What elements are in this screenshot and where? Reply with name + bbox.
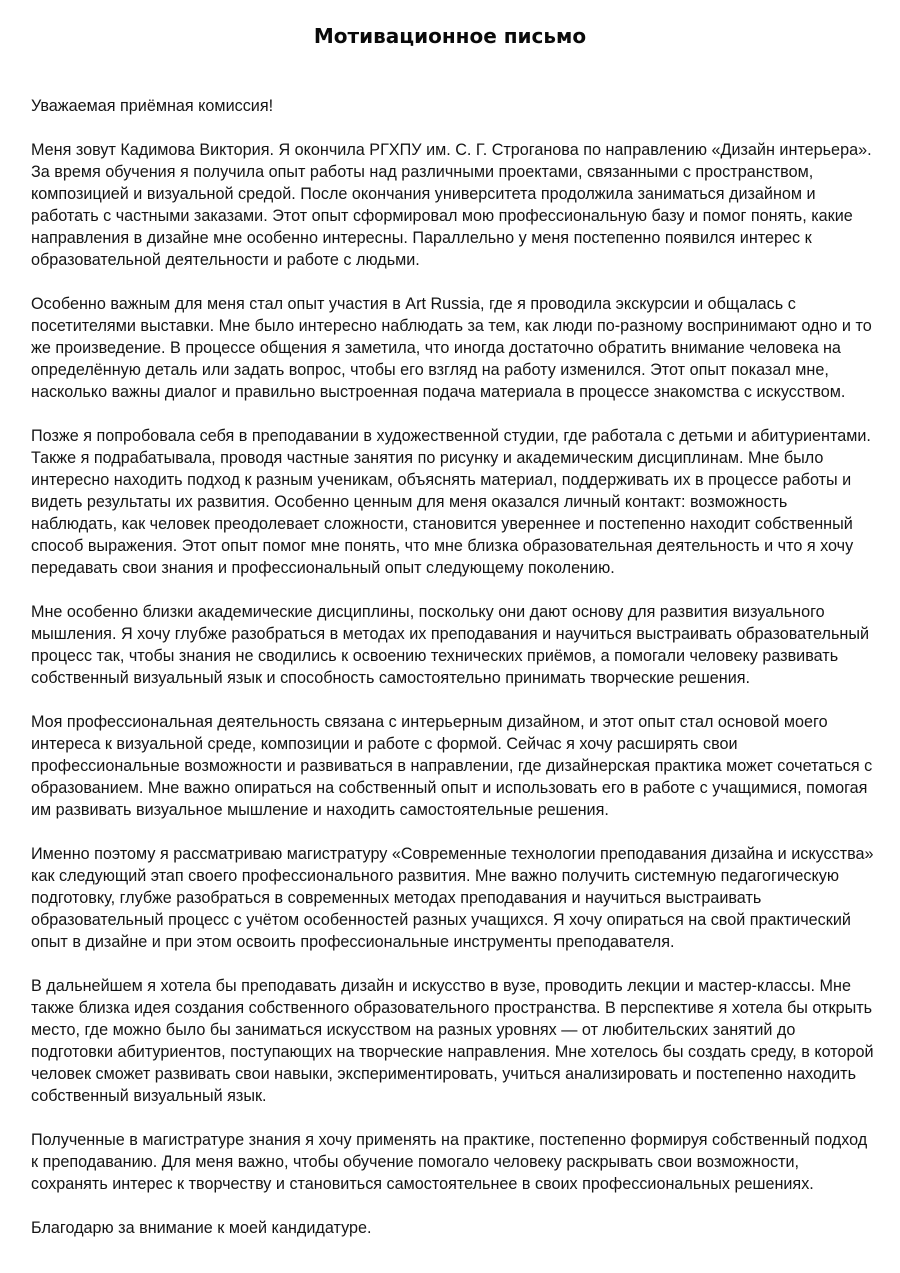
- paragraph-1: Меня зовут Кадимова Виктория. Я окончила РГХПУ им. С. Г. Строганова по направлению «Дизайн интерьера». За время обучения я получила опыт работы над различными проектами, связанными с пространством, композицией и визуальной средой. После окончания университета продолжила заниматься дизайном и работать с частными заказами. Этот опыт сформировал мою профессиональную базу и помог понять, какие направления в дизайне мне особенно интересны. Параллельно у меня постепенно появился интерес к образовательной деятельности и работе с людьми.: [31, 141, 872, 269]
- paragraph-7: В дальнейшем я хотела бы преподавать дизайн и искусство в вузе, проводить лекции и мастер-классы. Мне также близка идея создания собственного образовательного пространства. В перспективе я хотела бы открыть место, где можно было бы заниматься искусством на разных уровнях — от любительских занятий до подготовки абитуриентов, поступающих на творческие направления. Мне хотелось бы создать среду, в которой человек сможет развивать свои навыки, экспериментировать, учиться анализировать и постепенно находить собственный визуальный язык.: [31, 977, 874, 1105]
- paragraph-6: Именно поэтому я рассматриваю магистратуру «Современные технологии преподавания дизайна и искусства» как следующий этап своего профессионального развития. Мне важно получить системную педагогическую подготовку, глубже разобраться в современных методах преподавания и научиться выстраивать образовательный процесс с учётом особенностей разных учащихся. Я хочу опираться на свой практический опыт в дизайне и при этом освоить профессиональные инструменты преподавателя.: [31, 845, 874, 951]
- document-title: Мотивационное письмо: [313, 24, 587, 48]
- paragraph-3: Позже я попробовала себя в преподавании в художественной студии, где работала с детьми и абитуриентами. Также я подрабатывала, проводя частные занятия по рисунку и академическим дисциплинам. Мне было интересно находить подход к разным ученикам, объяснять материал, поддерживать их в процессе работы и видеть результаты их развития. Особенно ценным для меня оказался личный контакт: возможность наблюдать, как человек преодолевает сложности, становится увереннее и постепенно находит собственный способ выражения. Этот опыт помог мне понять, что мне близка образовательная деятельность и что я хочу передавать свои знания и профессиональный опыт следующему поколению.: [31, 427, 871, 577]
- closing-line: Благодарю за внимание к моей кандидатуре.: [31, 1219, 372, 1237]
- greeting: Уважаемая приёмная комиссия!: [31, 97, 274, 115]
- paragraph-4: Мне особенно близки академические дисциплины, поскольку они дают основу для развития визуального мышления. Я хочу глубже разобраться в методах их преподавания и научиться выстраивать образовательный процесс так, чтобы знания не сводились к освоению технических приёмов, а помогали человеку развивать собственный визуальный язык и способность самостоятельно принимать творческие решения.: [31, 603, 869, 687]
- paragraph-5: Моя профессиональная деятельность связана с интерьерным дизайном, и этот опыт стал основой моего интереса к визуальной среде, композиции и работе с формой. Сейчас я хочу расширять свои профессиональные возможности и развиваться в направлении, где дизайнерская практика может сочетаться с образованием. Мне важно опираться на собственный опыт и использовать его в работе с учащимися, помогая им развивать визуальное мышление и находить самостоятельные решения.: [31, 713, 873, 819]
- letter-body: [31, 95, 874, 1261]
- paragraph-8: Полученные в магистратуре знания я хочу применять на практике, постепенно формируя собственный подход к преподаванию. Для меня важно, чтобы обучение помогало человеку раскрывать свои возможности, сохранять интерес к творчеству и становиться самостоятельнее в своих профессиональных решениях.: [31, 1131, 868, 1193]
- paragraph-2: Особенно важным для меня стал опыт участия в Art Russia, где я проводила экскурсии и общалась с посетителями выставки. Мне было интересно наблюдать за тем, как люди по-разному воспринимают одно и то же произведение. В процессе общения я заметила, что иногда достаточно обратить внимание человека на определённую деталь или задать вопрос, чтобы его взгляд на работу изменился. Этот опыт показал мне, насколько важны диалог и правильно выстроенная подача материала в процессе знакомства с искусством.: [31, 295, 872, 401]
